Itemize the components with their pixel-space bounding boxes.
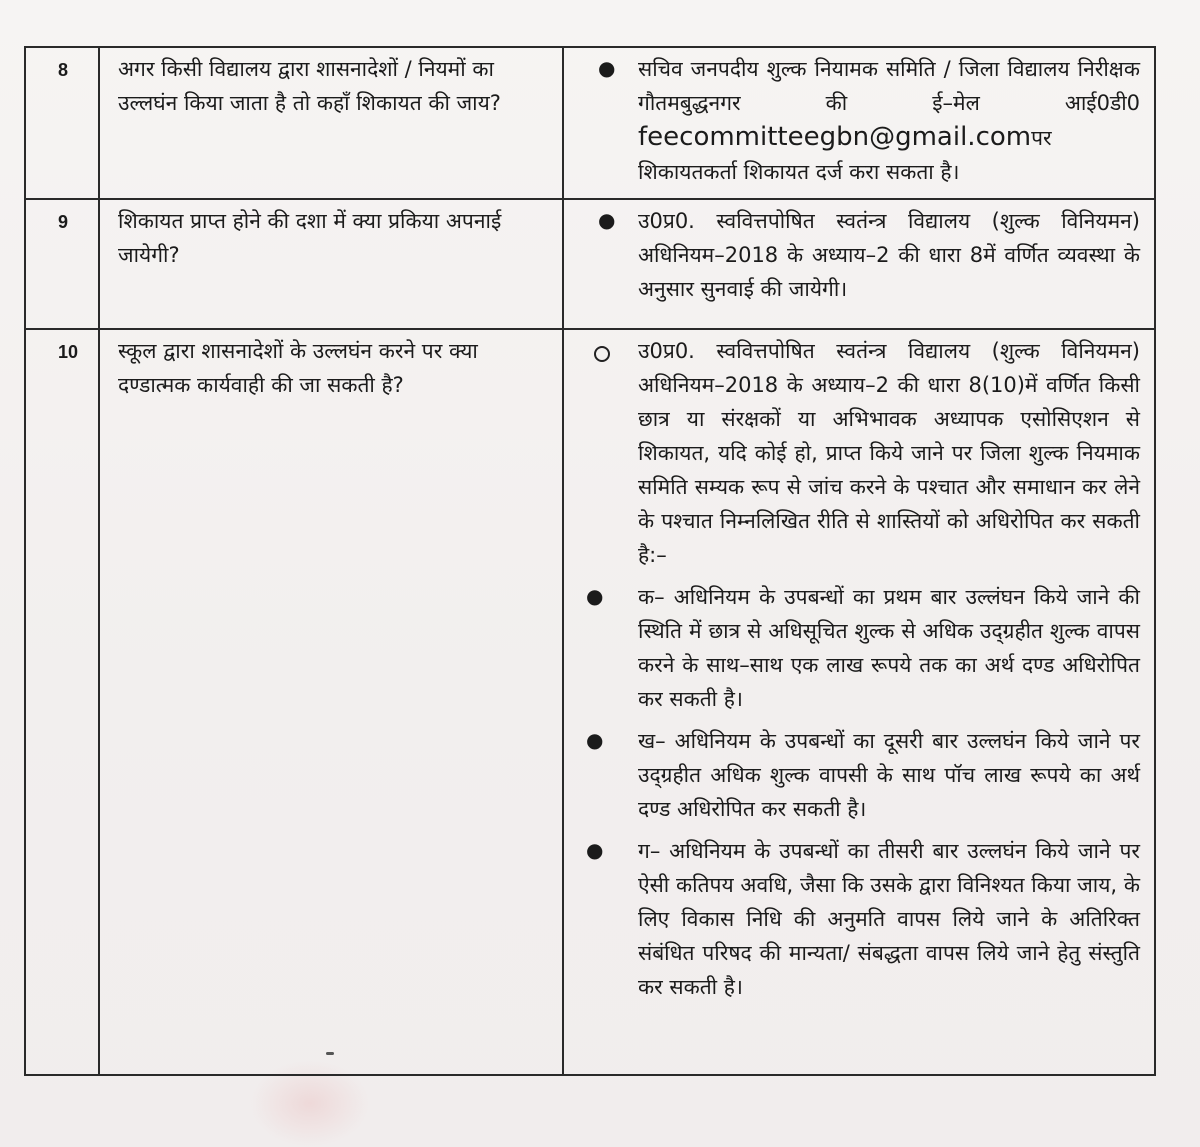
question-cell	[99, 329, 563, 1075]
bullet-icon: ●	[598, 208, 616, 232]
answer-intro-text: उ0प्र0. स्ववित्तपोषित स्वतंन्त्र विद्यालय (शुल्क विनियमन) अधिनियम–2018 के अध्याय–2 की धारा 8(10)में वर्णित किसी छात्र या संरक्षकों या अभिभावक अध्यापक एसोसिएशन से शिकायत, यदि कोई हो, प्राप्त किये जाने पर जिला शुल्क नियमाक समिति सम्यक रूप से जांच करने के पश्चात और समाधान कर लेने के पश्चात निम्नलिखित रीति से शास्तियों को अधिरोपित कर सकती है:–	[638, 339, 1140, 567]
question-cell	[99, 199, 563, 329]
serial-number-cell	[25, 47, 99, 199]
question-cell	[99, 47, 563, 199]
question-text: अगर किसी विद्यालय द्वारा शासनादेशों / नियमों का उल्लघंन किया जाता है तो कहाँ शिकायत की जाय?	[118, 57, 501, 115]
answer-text: उ0प्र0. स्ववित्तपोषित स्वतंन्त्र विद्यालय (शुल्क विनियमन) अधिनियम–2018 के अध्याय–2 की धारा 8में वर्णित व्यवस्था के अनुसार सुनवाई की जायेगी।	[638, 209, 1140, 301]
hollow-circle-bullet-icon	[594, 346, 610, 362]
answer-text-after: पर शिकायतकर्ता शिकायत दर्ज करा सकता है।	[638, 126, 1052, 184]
serial-number: 8	[58, 60, 69, 80]
bullet-icon: ●	[586, 728, 604, 752]
faq-table	[24, 46, 1156, 1076]
bullet-icon: ●	[586, 838, 604, 862]
answer-cell	[563, 199, 1155, 329]
question-text: शिकायत प्राप्त होने की दशा में क्या प्रकिया अपनाई जायेगी?	[118, 209, 502, 267]
penalty-item	[564, 724, 1140, 826]
serial-number-cell	[25, 199, 99, 329]
answer-item	[564, 334, 1140, 572]
penalty-text: क– अधिनियम के उपबन्धों का प्रथम बार उल्लंघन किये जाने की स्थिति में छात्र से अधिसूचित शुल्क से अधिक उद्ग्रहीत शुल्क वापस करने के साथ–साथ एक लाख रूपये तक का अर्थ दण्ड अधिरोपित कर सकती है।	[638, 585, 1140, 711]
penalty-item	[564, 834, 1140, 1004]
answer-text: सचिव जनपदीय शुल्क नियामक समिति / जिला विद्यालय निरीक्षक गौतमबुद्धनगर की ई–मेल आई0डी0	[638, 57, 1140, 115]
penalty-text: ग– अधिनियम के उपबन्धों का तीसरी बार उल्लघंन किये जाने पर ऐसी कतिपय अवधि, जैसा कि उसके द्वारा विनिश्यत किया जाय, के लिए विकास निधि की अनुमति वापस लिये जाने के अतिरिक्त संबंधित परिषद की मान्यता/ संबद्धता वापस लिये जाने हेतु संस्तुति कर सकती है।	[638, 839, 1140, 999]
ink-speck	[326, 1052, 334, 1055]
table-row	[25, 47, 1155, 199]
answer-item	[564, 52, 1140, 189]
answer-cell	[563, 329, 1155, 1075]
email-address: feecommitteegbn@gmail.com	[638, 122, 1032, 152]
penalty-item	[564, 580, 1140, 716]
serial-number: 9	[58, 212, 69, 232]
serial-number-cell	[25, 329, 99, 1075]
table-row	[25, 199, 1155, 329]
question-text: स्कूल द्वारा शासनादेशों के उल्लघंन करने पर क्या दण्डात्मक कार्यवाही की जा सकती है?	[118, 339, 478, 397]
bullet-icon: ●	[586, 584, 604, 608]
answer-item	[564, 204, 1140, 306]
answer-cell	[563, 47, 1155, 199]
serial-number: 10	[58, 342, 79, 362]
bullet-icon: ●	[598, 56, 616, 80]
table-row	[25, 329, 1155, 1075]
penalty-text: ख– अधिनियम के उपबन्धों का दूसरी बार उल्लघंन किये जाने पर उद्ग्रहीत अधिक शुल्क वापसी के साथ पॉच लाख रूपये का अर्थ दण्ड अधिरोपित कर सकती है।	[638, 729, 1140, 821]
